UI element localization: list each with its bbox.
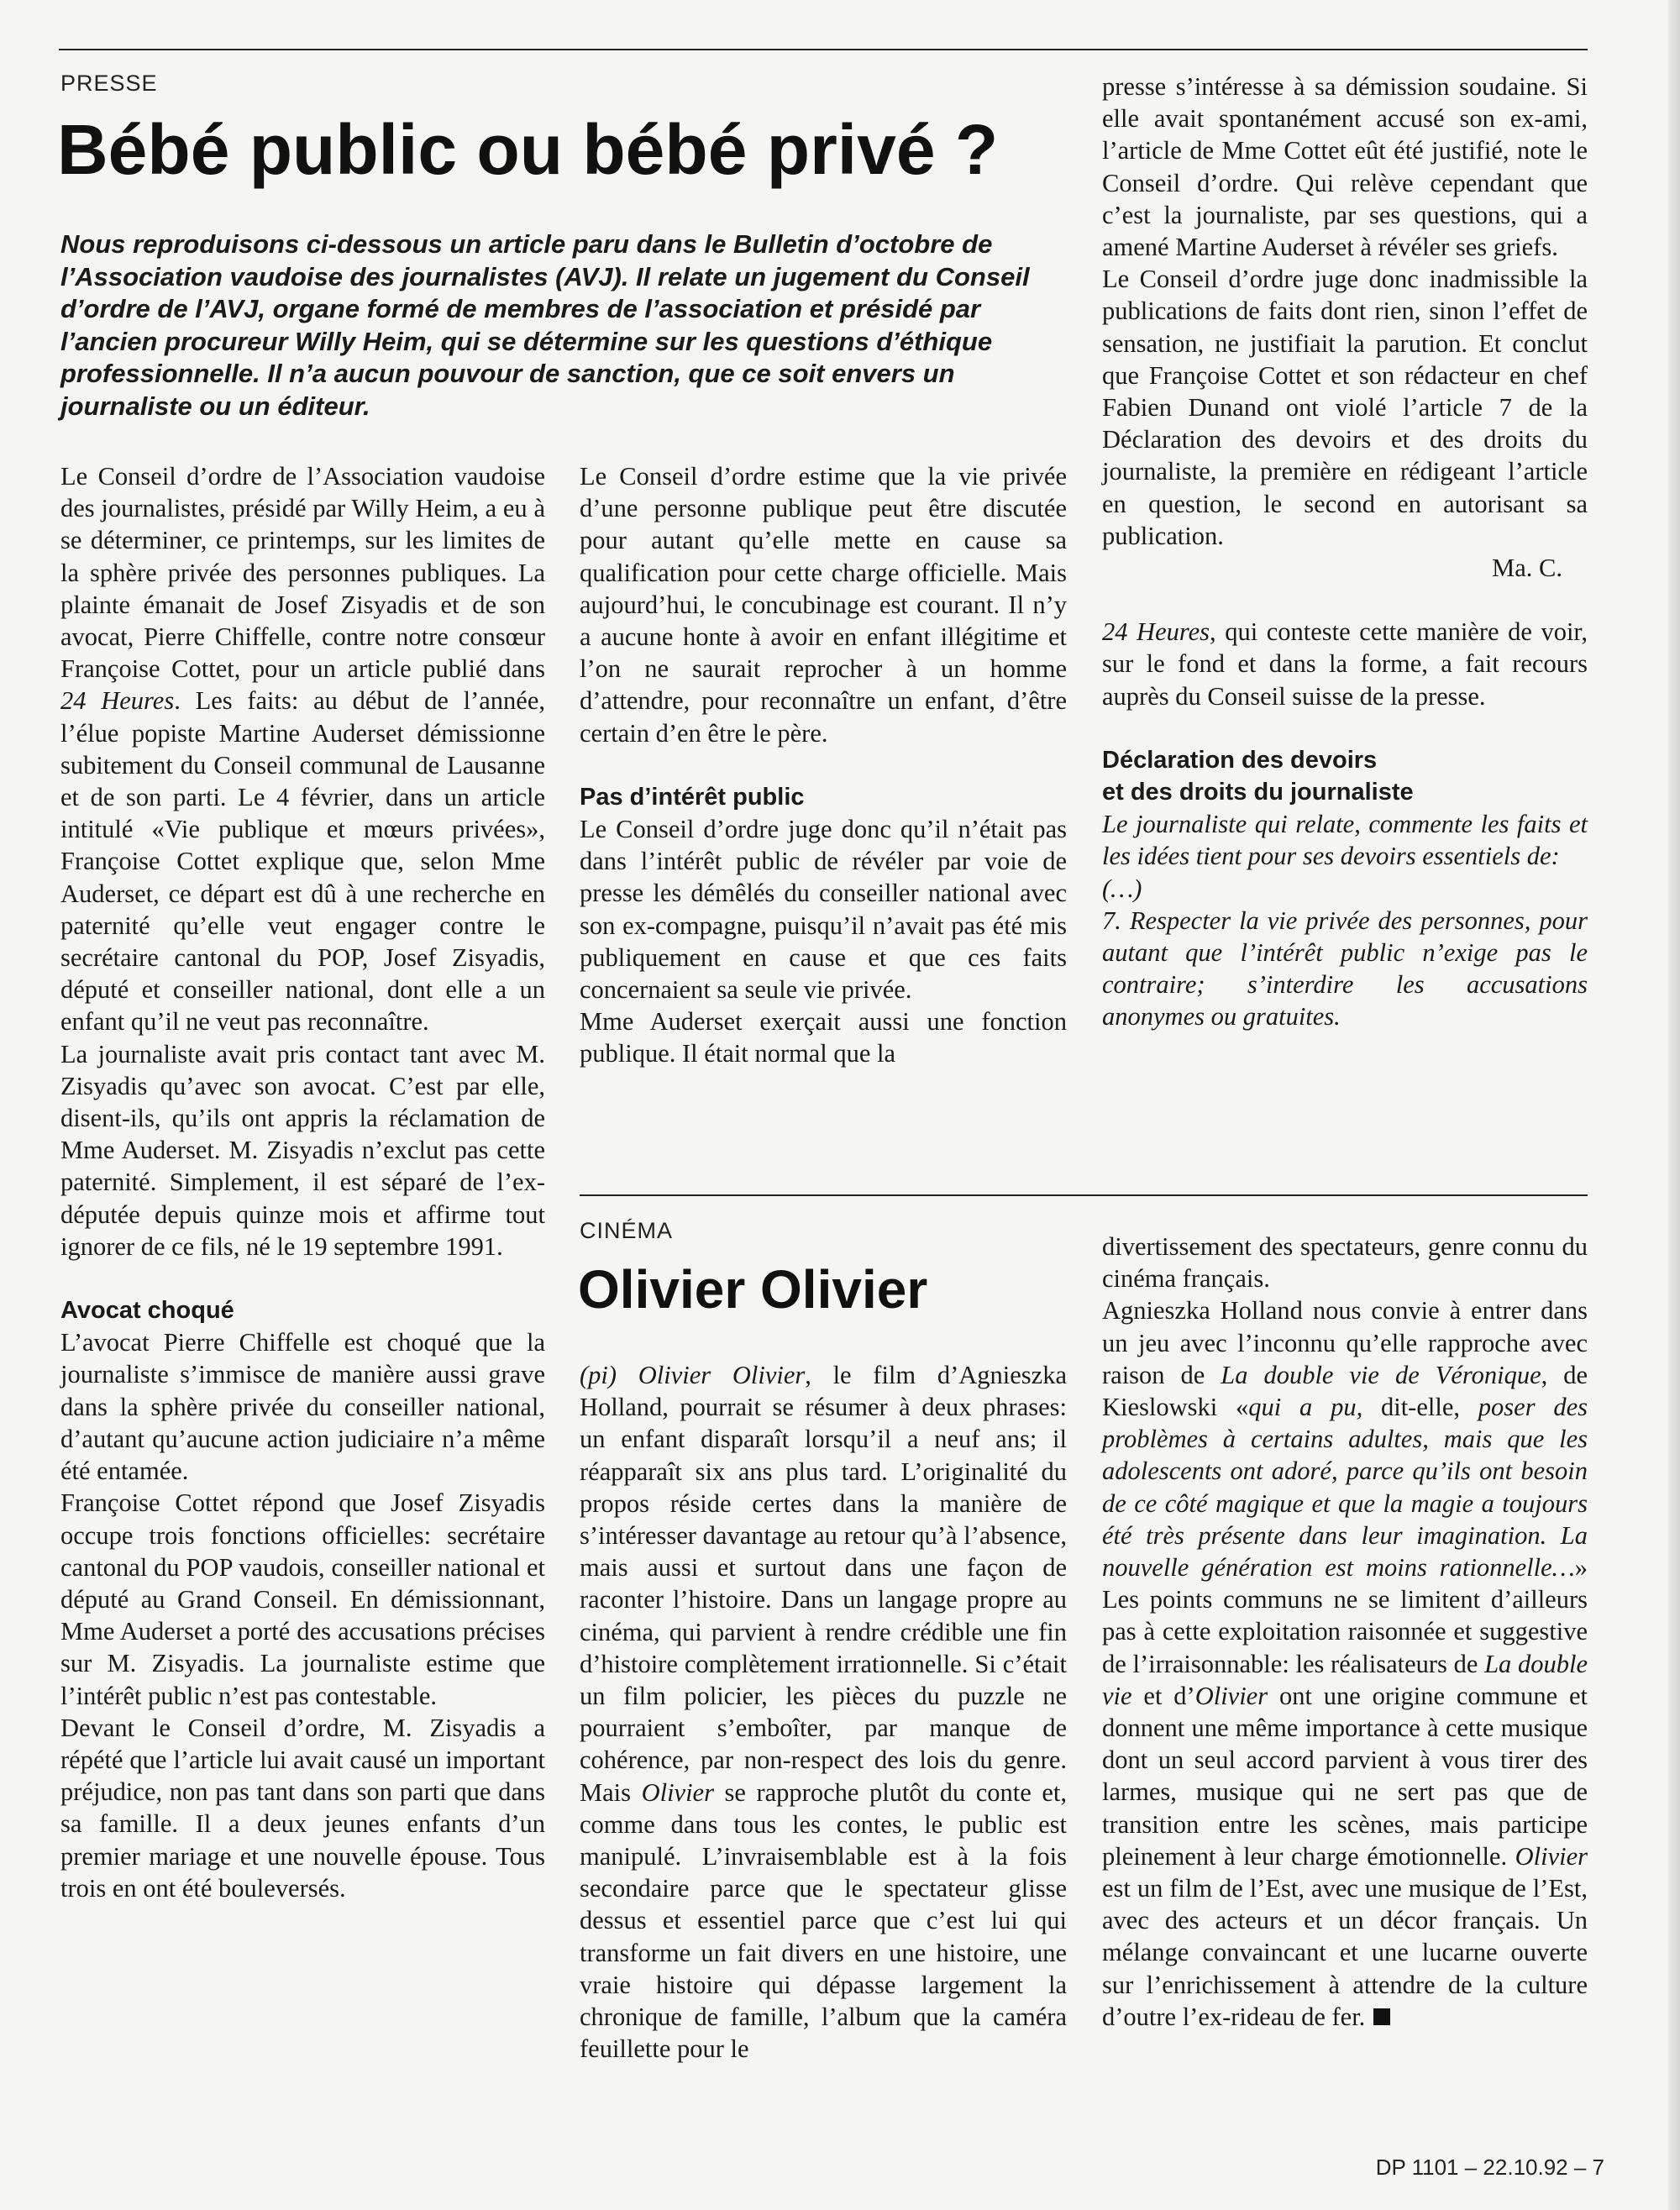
presse-col1-para-3: L’avocat Pierre Chiffelle est choqué que la journaliste s’immisce de manière aussi grave dans la sphère privée du conseiller national, d’autant qu’aucune action judiciaire n’a même été entamée. xyxy=(60,1328,545,1486)
declaration-text-2: (…) xyxy=(1102,874,1142,903)
presse-col3-para-2: Le Conseil d’ordre juge donc inadmissible la publications de faits dont rien, sinon l’effet de sensation, ne justifiait la parution. Et conclut que Françoise Cottet et son rédacteur en chef Fabien Dunand ont violé l’article 7 de la Déclaration des devoirs et des droits du journaliste, la première en rédigeant l’article en question, le second en autorisant sa publication. xyxy=(1102,265,1588,550)
cinema-rule xyxy=(580,1194,1588,1196)
declaration-text-3: 7. Respecter la vie privée des personnes, pour autant que l’intérêt public n’exige pas le contraire; s’interdire les accusations anonymes ou gratuites. xyxy=(1102,906,1588,1032)
top-rule xyxy=(59,49,1588,50)
article-title-presse: Bébé public ou bébé privé ? xyxy=(57,110,999,189)
presse-col3-para-1: presse s’intéresse à sa démission soudaine. Si elle avait spontanément accusé son ex-ami, l’article de Mme Cottet eût été justifié, note le Conseil d’ordre. Qui relève cependant que c’est la journaliste, par ses questions, qui a amené Martine Auderset à révéler ses griefs. xyxy=(1102,72,1588,262)
presse-column-1 xyxy=(60,460,545,1904)
scan-edge-shadow xyxy=(1668,0,1680,2210)
cinema-column-3 xyxy=(1102,1231,1588,2033)
cinema-column-2 xyxy=(580,1359,1067,2065)
presse-col2-para-2: Le Conseil d’ordre juge donc qu’il n’était pas dans l’intérêt public de révéler par voie de presse les démêlés du conseiller national avec son ex-compagne, puisqu’il n’avait pas été mis publiquement en cause et que ces faits concernaient sa seule vie privée. xyxy=(580,815,1067,1005)
presse-col3-para-3: 24 Heures, qui conteste cette manière de voir, sur le fond et dans la forme, a fait recours auprès du Conseil suisse de la presse. xyxy=(1102,617,1588,711)
presse-col1-para-2: La journaliste avait pris contact tant avec M. Zisyadis qu’avec son avocat. C’est par elle, disent-ils, qu’ils ont appris la réclamation de Mme Auderset. M. Zisyadis n’exclut pas cette paternité. Simplement, il est séparé de l’ex-députée depuis quinze mois et affirme tout ignorer de ce fils, né le 19 septembre 1991. xyxy=(60,1039,545,1261)
presse-col1-para-5: Devant le Conseil d’ordre, M. Zisyadis a répété que l’article lui avait causé un important préjudice, non pas tant dans son parti que dans sa famille. Il a deux jeunes enfants d’un premier mariage et une nouvelle épouse. Tous trois en ont été bouleversés. xyxy=(60,1713,545,1903)
declaration-text-1: Le journaliste qui relate, commente les faits et les idées tient pour ses devoirs essentiels de: xyxy=(1102,810,1588,871)
article-title-cinema: Olivier Olivier xyxy=(578,1259,928,1320)
subheading-pas-interet-public: Pas d’intérêt public xyxy=(580,783,805,811)
article-intro: Nous reproduisons ci-dessous un article paru dans le Bulletin d’octobre de l’Association vaudoise des journalistes (AVJ). Il relate un jugement du Conseil d’ordre de l’AVJ, organe formé de membres de l’association et présidé par l’ancien procureur Willy Heim, qui se détermine sur les questions d’éthique professionnelle. Il n’a aucun pouvour de sanction, que ce soit envers un journaliste ou un éditeur. xyxy=(60,229,1030,421)
cinema-col3-para-1: divertissement des spectateurs, genre connu du cinéma français. xyxy=(1102,1232,1588,1294)
presse-col1-para-1: Le Conseil d’ordre de l’Association vaudoise des journalistes, présidé par Willy Heim, a eu à se déterminer, ce printemps, sur les limites de la sphère privée des personnes publiques. La plainte émanait de Josef Zisyadis et de son avocat, Pierre Chiffelle, contre notre consœur Françoise Cottet, pour un article publié dans 24 Heures. Les faits: au début de l’année, l’élue popiste Martine Auderset démissionne subitement du Conseil communal de Lausanne et de son parti. Le 4 février, dans un article intitulé «Vie publique et mœurs privées», Françoise Cottet explique que, selon Mme Auderset, ce départ est dû à une recherche en paternité qu’elle veut engager contre le secrétaire cantonal du POP, Josef Zisyadis, député et conseiller national, dont elle a un enfant qu’il ne veut pas reconnaître. xyxy=(60,462,545,1037)
cinema-col2-para: (pi) Olivier Olivier, le film d’Agnieszka Holland, pourrait se résumer à deux phrases: un enfant disparaît lorsqu’il a neuf ans; il réapparaît six ans plus tard. L’originalité du propos réside certes dans la manière de s’intéresser davantage au retour qu’à l’absence, mais aussi et surtout dans une façon de raconter l’histoire. Dans un langage propre au cinéma, qui parvient à rendre crédible une fin d’histoire complètement irrationnelle. Si c’était un film policier, les pièces du puzzle ne pourraient s’emboîter, par manque de cohérence, par non-respect des lois du genre. Mais Olivier se rapproche plutôt du conte et, comme dans tous les contes, le public est manipulé. L’invraisemblable est à la fois secondaire parce que le spectateur glisse dessus et essentiel parce que c’est lui qui transforme un fait divers en une histoire, une vraie histoire qui dépasse largement la chronique de famille, l’album que la caméra feuillette pour le xyxy=(580,1361,1067,2064)
section-kicker-cinema: CINÉMA xyxy=(580,1218,674,1243)
subheading-avocat-choque: Avocat choqué xyxy=(60,1297,234,1325)
presse-col2-para-1: Le Conseil d’ordre estime que la vie privée d’une personne publique peut être discutée pour autant qu’elle mette en cause sa qualification pour cette charge officielle. Mais aujourd’hui, le concubinage est courant. Il n’y a aucune honte à avoir en enfant illégitime et l’on ne saurait reprocher à un homme d’attendre, pour reconnaître un enfant, d’être certain d’en être le père. xyxy=(580,462,1067,748)
presse-column-3 xyxy=(1102,71,1588,1033)
presse-col1-para-4: Françoise Cottet répond que Josef Zisyadis occupe trois fonctions officielles: secrétaire cantonal du POP vaudois, conseiller national et député au Grand Conseil. En démissionnant, Mme Auderset a porté des accusations précises sur M. Zisyadis. La journaliste estime que l’intérêt public n’est pas contestable. xyxy=(60,1488,545,1710)
subheading-declaration-1: Déclaration des devoirs xyxy=(1102,746,1378,774)
author-signature: Ma. C. xyxy=(1492,554,1562,583)
page-folio: DP 1101 – 22.10.92 – 7 xyxy=(1375,2155,1604,2180)
end-of-article-mark xyxy=(1373,2008,1390,2025)
presse-column-2 xyxy=(580,460,1067,1070)
cinema-col3-para-2: Agnieszka Holland nous convie à entrer dans un jeu avec l’inconnu qu’elle rapproche avec raison de La double vie de Véronique, de Kieslowski «qui a pu, dit-elle, poser des problèmes à certains adultes, mais que les adolescents ont adoré, parce qu’ils ont besoin de ce côté magique et que la magie a toujours été très présente dans leur imagination. La nouvelle génération est moins rationnelle…» Les points communs ne se limitent d’ailleurs pas à cette exploitation raisonnée et suggestive de l’irraisonnable: les réalisateurs de La double vie et d’Olivier ont une origine commune et donnent une même importance à cette musique dont un seul accord parvient à vous tirer des larmes, musique qui ne sert pas que de transition entre les scènes, mais participe pleinement à leur charge émotionnelle. Olivier est un film de l’Est, avec une musique de l’Est, avec des acteurs et un décor français. Un mélange convaincant et une lucarne ouverte sur l’enrichissement à attendre de la culture d’outre l’ex-rideau de fer. xyxy=(1102,1296,1588,2031)
subheading-declaration-2: et des droits du journaliste xyxy=(1102,779,1414,806)
presse-col2-para-3: Mme Auderset exerçait aussi une fonction publique. Il était normal que la xyxy=(580,1007,1067,1068)
section-kicker-presse: PRESSE xyxy=(60,71,158,96)
